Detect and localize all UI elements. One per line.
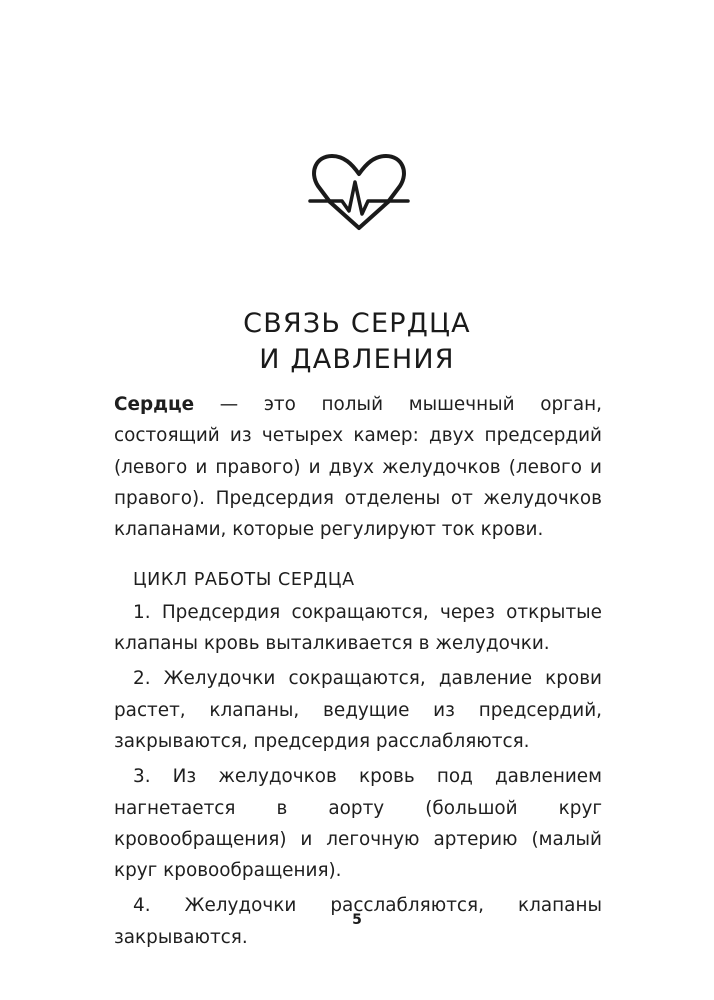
title-line-1: СВЯЗЬ СЕРДЦА [243,308,471,339]
definition-term: Сердце [114,394,195,415]
title-line-2: И ДАВЛЕНИЯ [259,344,455,375]
step-item: 3. Из желудочков кровь под давлением нагнетается в аорту (большой круг кровообращения) и легочную артерию (малый круг кровообращения). [114,766,602,882]
step-item: 2. Желудочки сокращаются, давление крови растет, клапаны, ведущие из предсердий, закрываются, предсердия расслабляются. [114,668,602,752]
page-number: 5 [352,912,362,928]
heart-cycle-steps [114,597,602,953]
definition-text: это полый мышечный орган, состоящий из четырех камер: двух предсердий (левого и правого) и двух желудочков (левого и правого). Предсердия отделены от желудочков клапанами, которые регулируют ток крови. [114,394,602,541]
heart-with-pulse-icon [308,152,410,232]
step-item: 4. Желудочки расслабляются, клапаны закрываются. [114,895,602,948]
section-heading: ЦИКЛ РАБОТЫ СЕРДЦА [133,570,355,591]
step-item: 1. Предсердия сокращаются, через открытые клапаны кровь выталкивается в желудочки. [114,601,602,655]
page-title [0,306,714,378]
definition-paragraph [114,389,602,545]
definition-dash: — [194,394,264,415]
page-content [114,389,602,957]
